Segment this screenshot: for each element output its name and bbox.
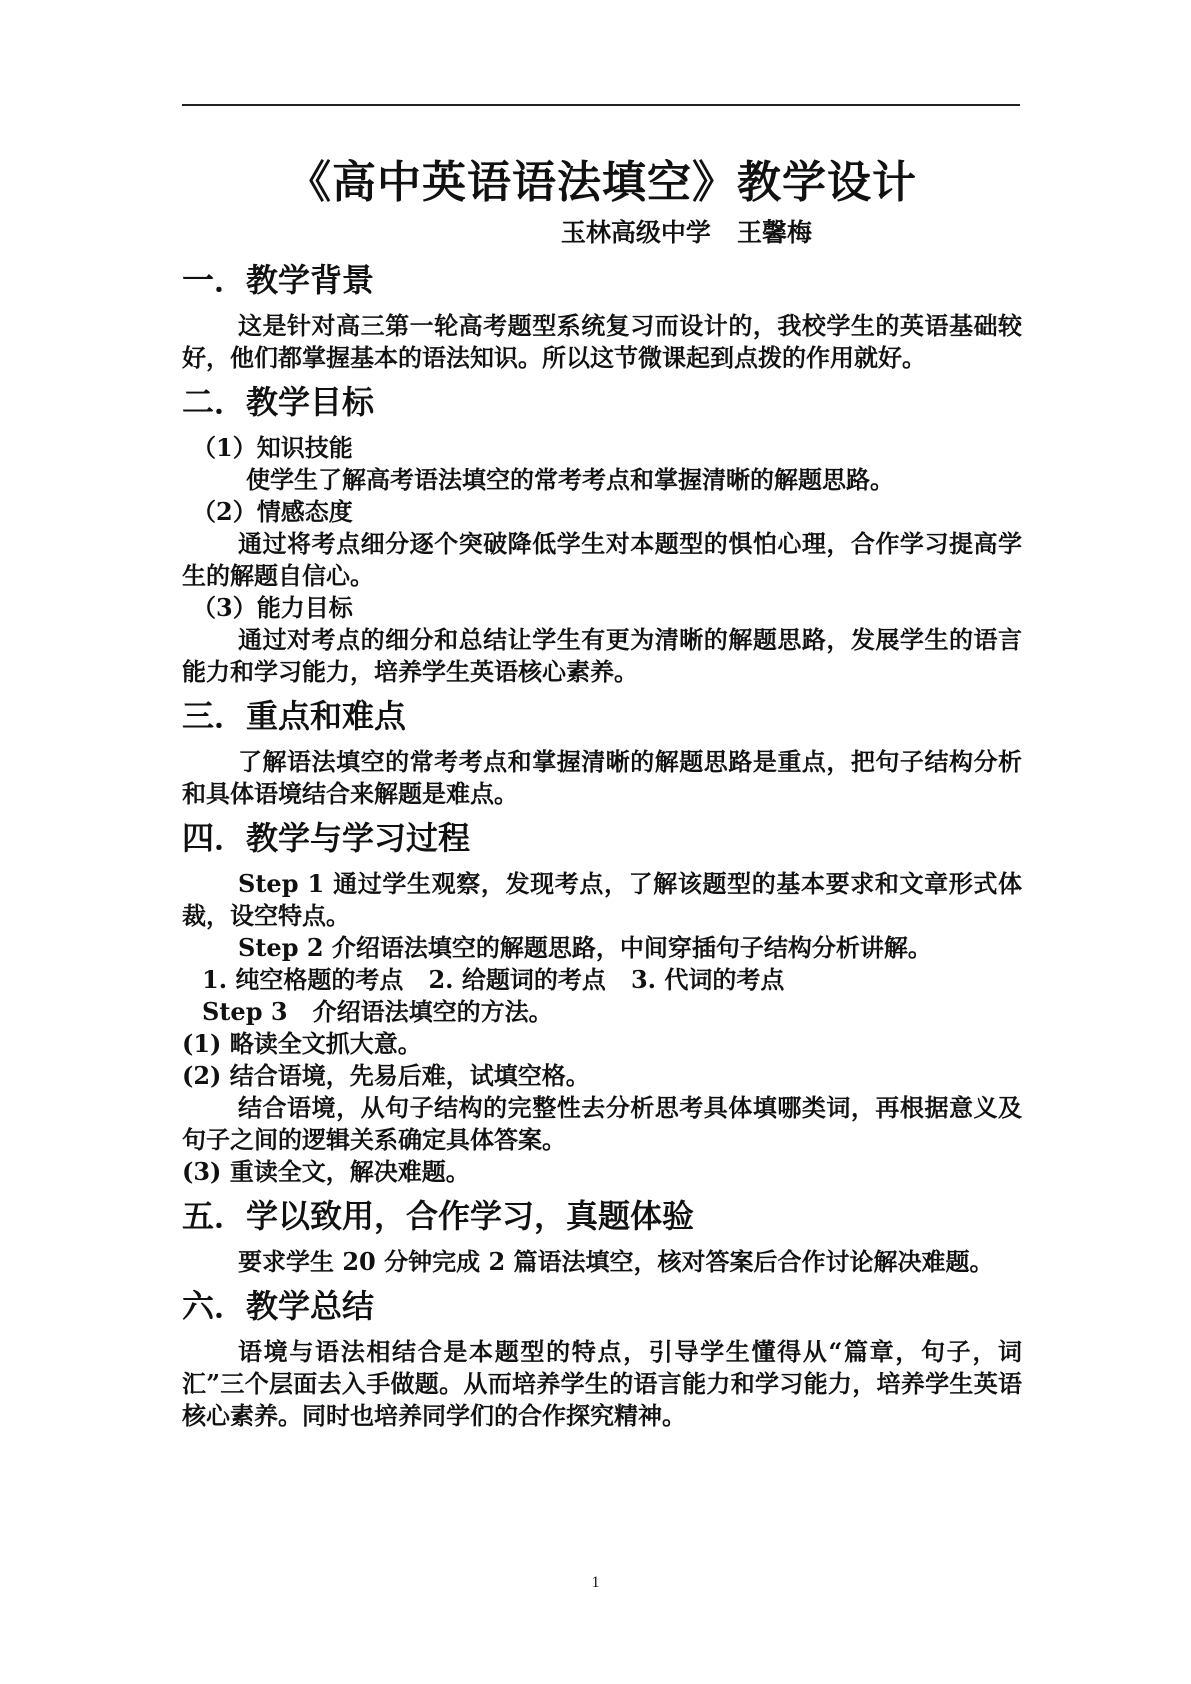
step-3-line: Step 3 介绍语法填空的方法。 — [202, 997, 553, 1026]
method-item-2: (2) 结合语境，先易后难，试填空格。 — [182, 1061, 590, 1090]
section-heading-practice: 五．学以致用，合作学习，真题体验 — [182, 1197, 695, 1235]
objective-attitude-text: 通过将考点细分逐个突破降低学生对本题型的惧怕心理，合作学习提高学生的解题自信心。 — [182, 529, 1022, 590]
key-points-paragraph: 了解语法填空的常考考点和掌握清晰的解题思路是重点，把句子结构分析和具体语境结合来解题是难点。 — [182, 747, 1022, 808]
page-number: 1 — [591, 1574, 600, 1591]
step-2-items: 1. 纯空格题的考点 2. 给题词的考点 3. 代词的考点 — [202, 965, 785, 994]
header-rule — [182, 104, 1020, 106]
step-2-paragraph: Step 2 介绍语法填空的解题思路，中间穿插句子结构分析讲解。 — [238, 933, 932, 962]
objective-ability-text: 通过对考点的细分和总结让学生有更为清晰的解题思路，发展学生的语言能力和学习能力，培养学生英语核心素养。 — [182, 625, 1022, 686]
objective-ability-label: （3）能力目标 — [192, 593, 353, 622]
section-heading-objectives: 二．教学目标 — [182, 383, 375, 421]
section-heading-summary: 六．教学总结 — [182, 1287, 375, 1325]
document-title: 《高中英语语法填空》教学设计 — [287, 157, 917, 208]
section-heading-key-points: 三．重点和难点 — [182, 697, 407, 735]
practice-paragraph: 要求学生 20 分钟完成 2 篇语法填空，核对答案后合作讨论解决难题。 — [238, 1247, 994, 1276]
method-item-1: (1) 略读全文抓大意。 — [182, 1029, 422, 1058]
step-1-paragraph: Step 1 通过学生观察，发现考点，了解该题型的基本要求和文章形式体裁，设空特点。 — [182, 869, 1022, 930]
objective-knowledge-text: 使学生了解高考语法填空的常考考点和掌握清晰的解题思路。 — [246, 465, 894, 494]
section-heading-background: 一．教学背景 — [182, 261, 375, 299]
method-context-paragraph: 结合语境，从句子结构的完整性去分析思考具体填哪类词，再根据意义及句子之间的逻辑关系确定具体答案。 — [182, 1093, 1022, 1154]
background-paragraph: 这是针对高三第一轮高考题型系统复习而设计的，我校学生的英语基础较好，他们都掌握基本的语法知识。所以这节微课起到点拨的作用就好。 — [182, 311, 1022, 372]
summary-paragraph: 语境与语法相结合是本题型的特点，引导学生懂得从“篇章，句子，词汇”三个层面去入手做题。从而培养学生的语言能力和学习能力，培养学生英语核心素养。同时也培养同学们的合作探究精神。 — [182, 1337, 1022, 1430]
objective-knowledge-label: （1）知识技能 — [192, 433, 353, 462]
document-body — [182, 150, 1022, 1432]
author-line: 玉林高级中学 王馨梅 — [560, 218, 812, 247]
method-item-3: (3) 重读全文，解决难题。 — [182, 1157, 470, 1186]
objective-attitude-label: （2）情感态度 — [192, 497, 353, 526]
section-heading-process: 四．教学与学习过程 — [182, 819, 471, 857]
